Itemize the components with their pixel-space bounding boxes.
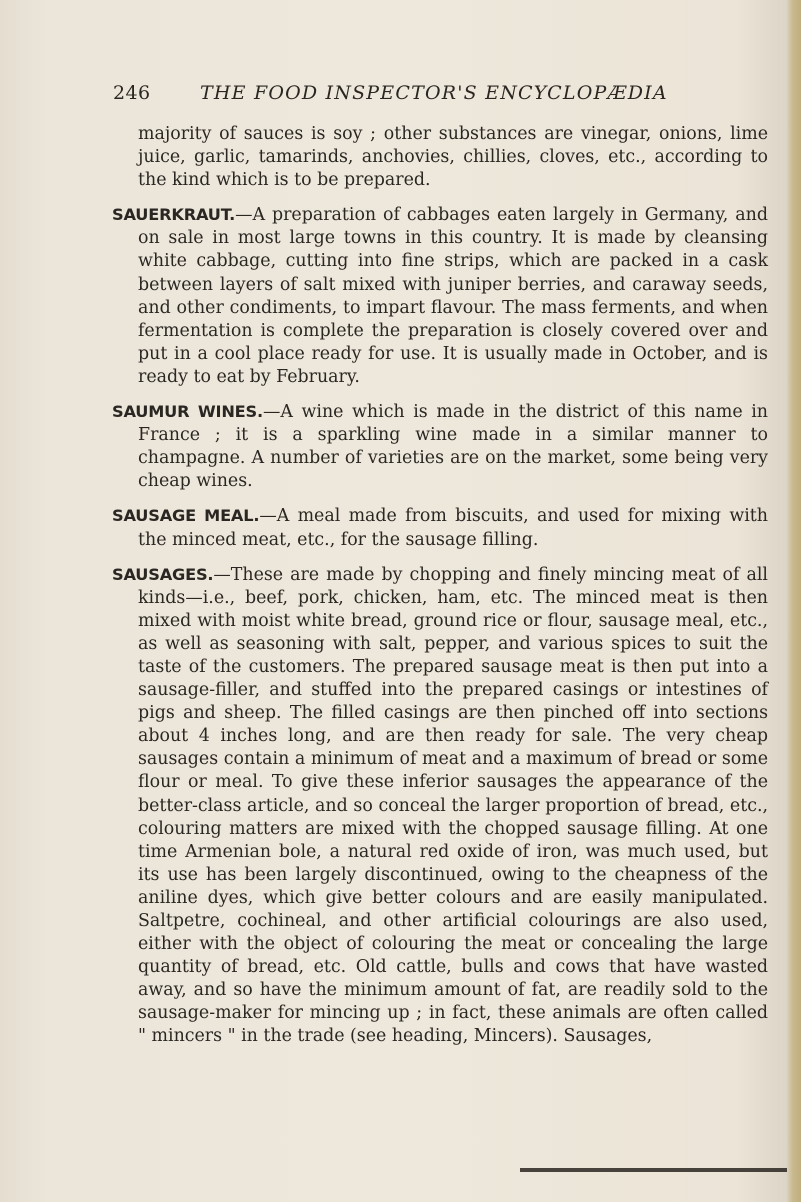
page-header xyxy=(113,82,763,112)
paragraph-continuation xyxy=(112,123,768,192)
entry-saumur-wines xyxy=(112,400,768,493)
entry-text: —These are made by chopping and finely mincing meat of all kinds—i.e., beef, pork, chicken, ham, etc. The minced meat is then mixed with moist white bread, ground rice or flour, sausage meal, etc., as well as seasoning with salt, pepper, and various spices to suit the taste of the customers. The prepared sausage meat is then put into a sausage-filler, and stuffed into the prepared casings or intestines of pigs and sheep. The filled casings are then pinched off into sections about 4 inches long, and are then ready for sale. The very cheap sausages contain a minimum of meat and a maximum of bread or some flour or meal. To give these inferior sausages the appearance of the better-class article, and so conceal the larger proportion of bread, etc., colouring matters are mixed with the chopped sausage filling. At one time Armenian bole, a natural red oxide of iron, was much used, but its use has been largely discontinued, owing to the cheapness of the aniline dyes, which give better colours and are easily manipulated. Saltpetre, cochineal, and other artificial colourings are also used, either with the object of colouring the meat or concealing the large quantity of bread, etc. Old cattle, bulls and cows that have wasted away, and so have the minimum amount of fat, are readily sold to the sausage-maker for mincing up ; in fact, these animals are often called " mincers " in the trade (see heading, Mincers). Sausages, xyxy=(138,564,768,1047)
entry-text: —A wine which is made in the district of this name in France ; it is a sparkling wine made in a similar manner to champagne. A number of varieties are on the market, some being very cheap wines. xyxy=(138,402,768,492)
entry-sausages xyxy=(112,563,768,1049)
page-edge xyxy=(787,0,801,1202)
paragraph-text: majority of sauces is soy ; other substances are vinegar, onions, lime juice, garlic, tamarinds, anchovies, chillies, cloves, etc., according to the kind which is to be prepared. xyxy=(138,124,768,191)
headword: SAUMUR WINES. xyxy=(112,402,263,422)
entry-sauerkraut xyxy=(112,203,768,389)
bottom-edge-shadow xyxy=(520,1168,787,1172)
page-number: 246 xyxy=(113,82,151,104)
headword: SAUSAGE MEAL. xyxy=(112,506,260,526)
headword: SAUSAGES. xyxy=(112,564,214,584)
running-head: THE FOOD INSPECTOR'S ENCYCLOPÆDIA xyxy=(200,82,668,104)
headword: SAUERKRAUT. xyxy=(112,205,236,225)
entry-text: —A meal made from biscuits, and used for mixing with the minced meat, etc., for the sausage filling. xyxy=(138,506,768,550)
body-text xyxy=(112,123,768,1060)
entry-sausage-meal xyxy=(112,504,768,551)
entry-text: —A preparation of cabbages eaten largely in Germany, and on sale in most large towns in this country. It is made by cleansing white cabbage, cutting into fine strips, which are packed in a cask between layers of salt mixed with juniper berries, and caraway seeds, and other condiments, to impart flavour. The mass ferments, and when fermentation is complete the preparation is closely covered over and put in a cool place ready for use. It is usually made in October, and is ready to eat by February. xyxy=(138,205,768,387)
